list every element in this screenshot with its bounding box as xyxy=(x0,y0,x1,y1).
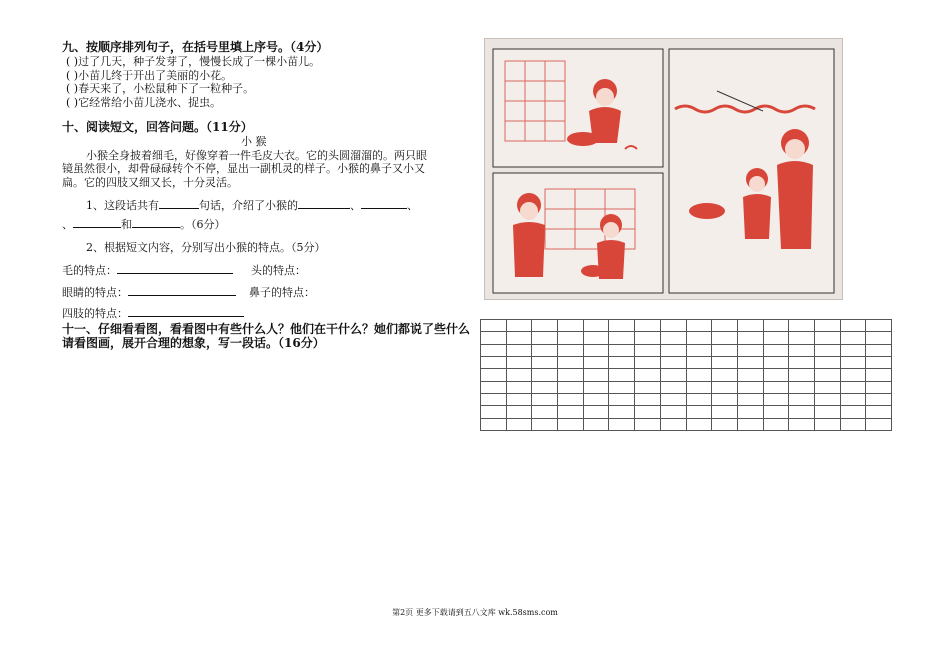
passage-line: 小猴全身披着细毛，好像穿着一件毛皮大衣。它的头圆溜溜的。两只眼 xyxy=(86,149,427,162)
grid-cell[interactable] xyxy=(866,393,892,405)
grid-cell[interactable] xyxy=(609,393,635,405)
q11-line1: 十一、仔细看看图，看看图中有些什么人？他们在干什么？她们都说了些什么 xyxy=(62,322,471,336)
grid-cell[interactable] xyxy=(712,344,738,356)
grid-cell[interactable] xyxy=(814,381,840,393)
grid-cell[interactable] xyxy=(506,356,532,368)
grid-cell[interactable] xyxy=(609,320,635,332)
grid-cell[interactable] xyxy=(814,332,840,344)
grid-cell[interactable] xyxy=(609,418,635,430)
answer-blank[interactable] xyxy=(132,216,180,228)
grid-cell[interactable] xyxy=(737,418,763,430)
grid-cell[interactable] xyxy=(866,369,892,381)
answer-blank[interactable] xyxy=(117,262,233,274)
grid-cell[interactable] xyxy=(660,356,686,368)
grid-cell[interactable] xyxy=(840,356,866,368)
grid-cell[interactable] xyxy=(635,369,661,381)
grid-cell[interactable] xyxy=(635,320,661,332)
grid-cell[interactable] xyxy=(532,356,558,368)
grid-cell[interactable] xyxy=(840,381,866,393)
grid-cell[interactable] xyxy=(686,332,712,344)
answer-blank[interactable] xyxy=(73,216,121,228)
grid-cell[interactable] xyxy=(737,332,763,344)
grid-cell[interactable] xyxy=(763,356,789,368)
grid-cell[interactable] xyxy=(609,356,635,368)
grid-cell[interactable] xyxy=(635,418,661,430)
grid-cell[interactable] xyxy=(763,381,789,393)
grid-cell[interactable] xyxy=(506,381,532,393)
grid-cell[interactable] xyxy=(866,381,892,393)
grid-cell[interactable] xyxy=(712,356,738,368)
grid-cell[interactable] xyxy=(737,344,763,356)
grid-cell[interactable] xyxy=(558,356,584,368)
grid-cell[interactable] xyxy=(583,332,609,344)
grid-cell[interactable] xyxy=(532,320,558,332)
grid-cell[interactable] xyxy=(763,320,789,332)
grid-cell[interactable] xyxy=(506,393,532,405)
grid-cell[interactable] xyxy=(635,406,661,418)
grid-cell[interactable] xyxy=(558,344,584,356)
grid-cell[interactable] xyxy=(583,418,609,430)
grid-cell[interactable] xyxy=(481,356,507,368)
q9-item: ( )春天来了，小松鼠种下了一粒种子。 xyxy=(66,82,255,95)
grid-cell[interactable] xyxy=(583,369,609,381)
grid-cell[interactable] xyxy=(506,406,532,418)
answer-blank[interactable] xyxy=(128,305,244,317)
grid-cell[interactable] xyxy=(481,320,507,332)
grid-cell[interactable] xyxy=(660,406,686,418)
grid-cell[interactable] xyxy=(506,418,532,430)
grid-cell[interactable] xyxy=(789,381,815,393)
grid-cell[interactable] xyxy=(635,381,661,393)
grid-cell[interactable] xyxy=(609,369,635,381)
grid-cell[interactable] xyxy=(686,320,712,332)
grid-cell[interactable] xyxy=(789,418,815,430)
q10-title: 十、阅读短文，回答问题。（11分） xyxy=(62,120,253,134)
grid-cell[interactable] xyxy=(635,393,661,405)
grid-cell[interactable] xyxy=(506,332,532,344)
writing-grid[interactable] xyxy=(480,319,892,431)
grid-cell[interactable] xyxy=(737,369,763,381)
grid-cell[interactable] xyxy=(558,369,584,381)
grid-cell[interactable] xyxy=(789,356,815,368)
nose-row: 鼻子的特点： xyxy=(249,286,315,299)
grid-cell[interactable] xyxy=(481,393,507,405)
grid-cell[interactable] xyxy=(532,344,558,356)
grid-cell[interactable] xyxy=(789,406,815,418)
grid-cell[interactable] xyxy=(866,406,892,418)
grid-cell[interactable] xyxy=(583,381,609,393)
grid-cell[interactable] xyxy=(840,332,866,344)
grid-cell[interactable] xyxy=(712,393,738,405)
grid-cell[interactable] xyxy=(583,406,609,418)
answer-blank[interactable] xyxy=(159,197,199,209)
grid-cell[interactable] xyxy=(737,393,763,405)
grid-cell[interactable] xyxy=(712,332,738,344)
grid-cell[interactable] xyxy=(609,406,635,418)
grid-cell[interactable] xyxy=(609,332,635,344)
grid-cell[interactable] xyxy=(686,369,712,381)
grid-cell[interactable] xyxy=(866,320,892,332)
grid-cell[interactable] xyxy=(712,369,738,381)
grid-cell[interactable] xyxy=(763,369,789,381)
grid-cell[interactable] xyxy=(532,418,558,430)
grid-cell[interactable] xyxy=(763,344,789,356)
grid-cell[interactable] xyxy=(686,393,712,405)
grid-cell[interactable] xyxy=(532,369,558,381)
grid-cell[interactable] xyxy=(481,369,507,381)
four-panel-illustration xyxy=(484,38,843,300)
q9-title: 九、按顺序排列句子，在括号里填上序号。（4分） xyxy=(62,40,329,54)
grid-cell[interactable] xyxy=(712,406,738,418)
grid-cell[interactable] xyxy=(763,406,789,418)
grid-cell[interactable] xyxy=(583,356,609,368)
grid-cell[interactable] xyxy=(532,381,558,393)
grid-cell[interactable] xyxy=(763,393,789,405)
grid-cell[interactable] xyxy=(558,381,584,393)
q11-line2: 请看图画，展开合理的想象，写一段话。（16分） xyxy=(62,336,325,350)
passage-title: 小 猴 xyxy=(241,135,267,148)
grid-cell[interactable] xyxy=(840,344,866,356)
grid-cell[interactable] xyxy=(532,332,558,344)
grid-cell[interactable] xyxy=(814,320,840,332)
grid-cell[interactable] xyxy=(635,344,661,356)
grid-cell[interactable] xyxy=(686,344,712,356)
grid-cell[interactable] xyxy=(686,381,712,393)
grid-cell[interactable] xyxy=(814,356,840,368)
grid-cell[interactable] xyxy=(789,393,815,405)
q9-item: ( )过了几天，种子发芽了，慢慢长成了一棵小苗儿。 xyxy=(66,55,321,68)
q10-sub2: 2、根据短文内容，分别写出小猴的特点。（5分） xyxy=(86,241,326,254)
answer-blank[interactable] xyxy=(361,197,407,209)
head-row: 头的特点： xyxy=(251,264,306,277)
grid-cell[interactable] xyxy=(840,418,866,430)
grid-cell[interactable] xyxy=(712,418,738,430)
grid-cell[interactable] xyxy=(660,332,686,344)
grid-cell[interactable] xyxy=(506,369,532,381)
grid-cell[interactable] xyxy=(737,406,763,418)
grid-cell[interactable] xyxy=(866,418,892,430)
grid-cell[interactable] xyxy=(814,344,840,356)
grid-cell[interactable] xyxy=(660,393,686,405)
grid-cell[interactable] xyxy=(583,344,609,356)
grid-cell[interactable] xyxy=(532,393,558,405)
grid-cell[interactable] xyxy=(609,344,635,356)
q9-item: ( )它经常给小苗儿浇水、捉虫。 xyxy=(66,96,222,109)
grid-cell[interactable] xyxy=(558,393,584,405)
grid-cell[interactable] xyxy=(583,393,609,405)
grid-cell[interactable] xyxy=(840,393,866,405)
grid-cell[interactable] xyxy=(737,320,763,332)
grid-cell[interactable] xyxy=(814,393,840,405)
grid-cell[interactable] xyxy=(660,344,686,356)
grid-cell[interactable] xyxy=(789,344,815,356)
grid-cell[interactable] xyxy=(789,320,815,332)
grid-cell[interactable] xyxy=(558,418,584,430)
grid-cell[interactable] xyxy=(789,369,815,381)
grid-cell[interactable] xyxy=(763,418,789,430)
grid-cell[interactable] xyxy=(660,369,686,381)
grid-cell[interactable] xyxy=(840,320,866,332)
answer-blank[interactable] xyxy=(298,197,350,209)
grid-cell[interactable] xyxy=(814,369,840,381)
grid-cell[interactable] xyxy=(712,320,738,332)
grid-cell[interactable] xyxy=(660,418,686,430)
passage-line: 扁。它的四肢又细又长，十分灵活。 xyxy=(62,176,238,189)
grid-cell[interactable] xyxy=(686,356,712,368)
grid-cell[interactable] xyxy=(814,406,840,418)
grid-cell[interactable] xyxy=(763,332,789,344)
limbs-row: 四肢的特点： xyxy=(62,305,244,321)
grid-cell[interactable] xyxy=(686,418,712,430)
grid-cell[interactable] xyxy=(660,320,686,332)
grid-cell[interactable] xyxy=(737,356,763,368)
grid-cell[interactable] xyxy=(558,332,584,344)
grid-cell[interactable] xyxy=(866,356,892,368)
grid-cell[interactable] xyxy=(481,406,507,418)
grid-cell[interactable] xyxy=(840,369,866,381)
grid-cell[interactable] xyxy=(532,406,558,418)
grid-cell[interactable] xyxy=(481,344,507,356)
grid-cell[interactable] xyxy=(583,320,609,332)
grid-cell[interactable] xyxy=(558,406,584,418)
fur-row: 毛的特点： xyxy=(62,262,233,278)
grid-cell[interactable] xyxy=(840,406,866,418)
grid-cell[interactable] xyxy=(814,418,840,430)
q10-sub1-line2: 、 和 。（6分） xyxy=(62,218,226,231)
passage-line: 镜虽然很小，却骨碌碌转个不停，显出一副机灵的样子。小猴的鼻子又小又 xyxy=(62,162,425,175)
grid-cell[interactable] xyxy=(506,320,532,332)
grid-cell[interactable] xyxy=(660,381,686,393)
grid-cell[interactable] xyxy=(481,381,507,393)
q10-sub1-line1: 1、这段话共有 句话，介绍了小猴的 、 、 xyxy=(86,199,418,212)
answer-blank[interactable] xyxy=(128,284,236,296)
page-footer: 第2页 更多下载请到五八文库 wk.58sms.com xyxy=(392,608,558,617)
grid-cell[interactable] xyxy=(481,418,507,430)
grid-cell[interactable] xyxy=(506,344,532,356)
grid-cell[interactable] xyxy=(558,320,584,332)
grid-cell[interactable] xyxy=(635,356,661,368)
eyes-row: 眼睛的特点： xyxy=(62,284,236,300)
grid-cell[interactable] xyxy=(609,381,635,393)
grid-cell[interactable] xyxy=(635,332,661,344)
q9-item: ( )小苗儿终于开出了美丽的小花。 xyxy=(66,69,233,82)
grid-cell[interactable] xyxy=(866,332,892,344)
grid-cell[interactable] xyxy=(686,406,712,418)
grid-cell[interactable] xyxy=(481,332,507,344)
grid-cell[interactable] xyxy=(866,344,892,356)
grid-cell[interactable] xyxy=(789,332,815,344)
grid-cell[interactable] xyxy=(712,381,738,393)
grid-cell[interactable] xyxy=(737,381,763,393)
